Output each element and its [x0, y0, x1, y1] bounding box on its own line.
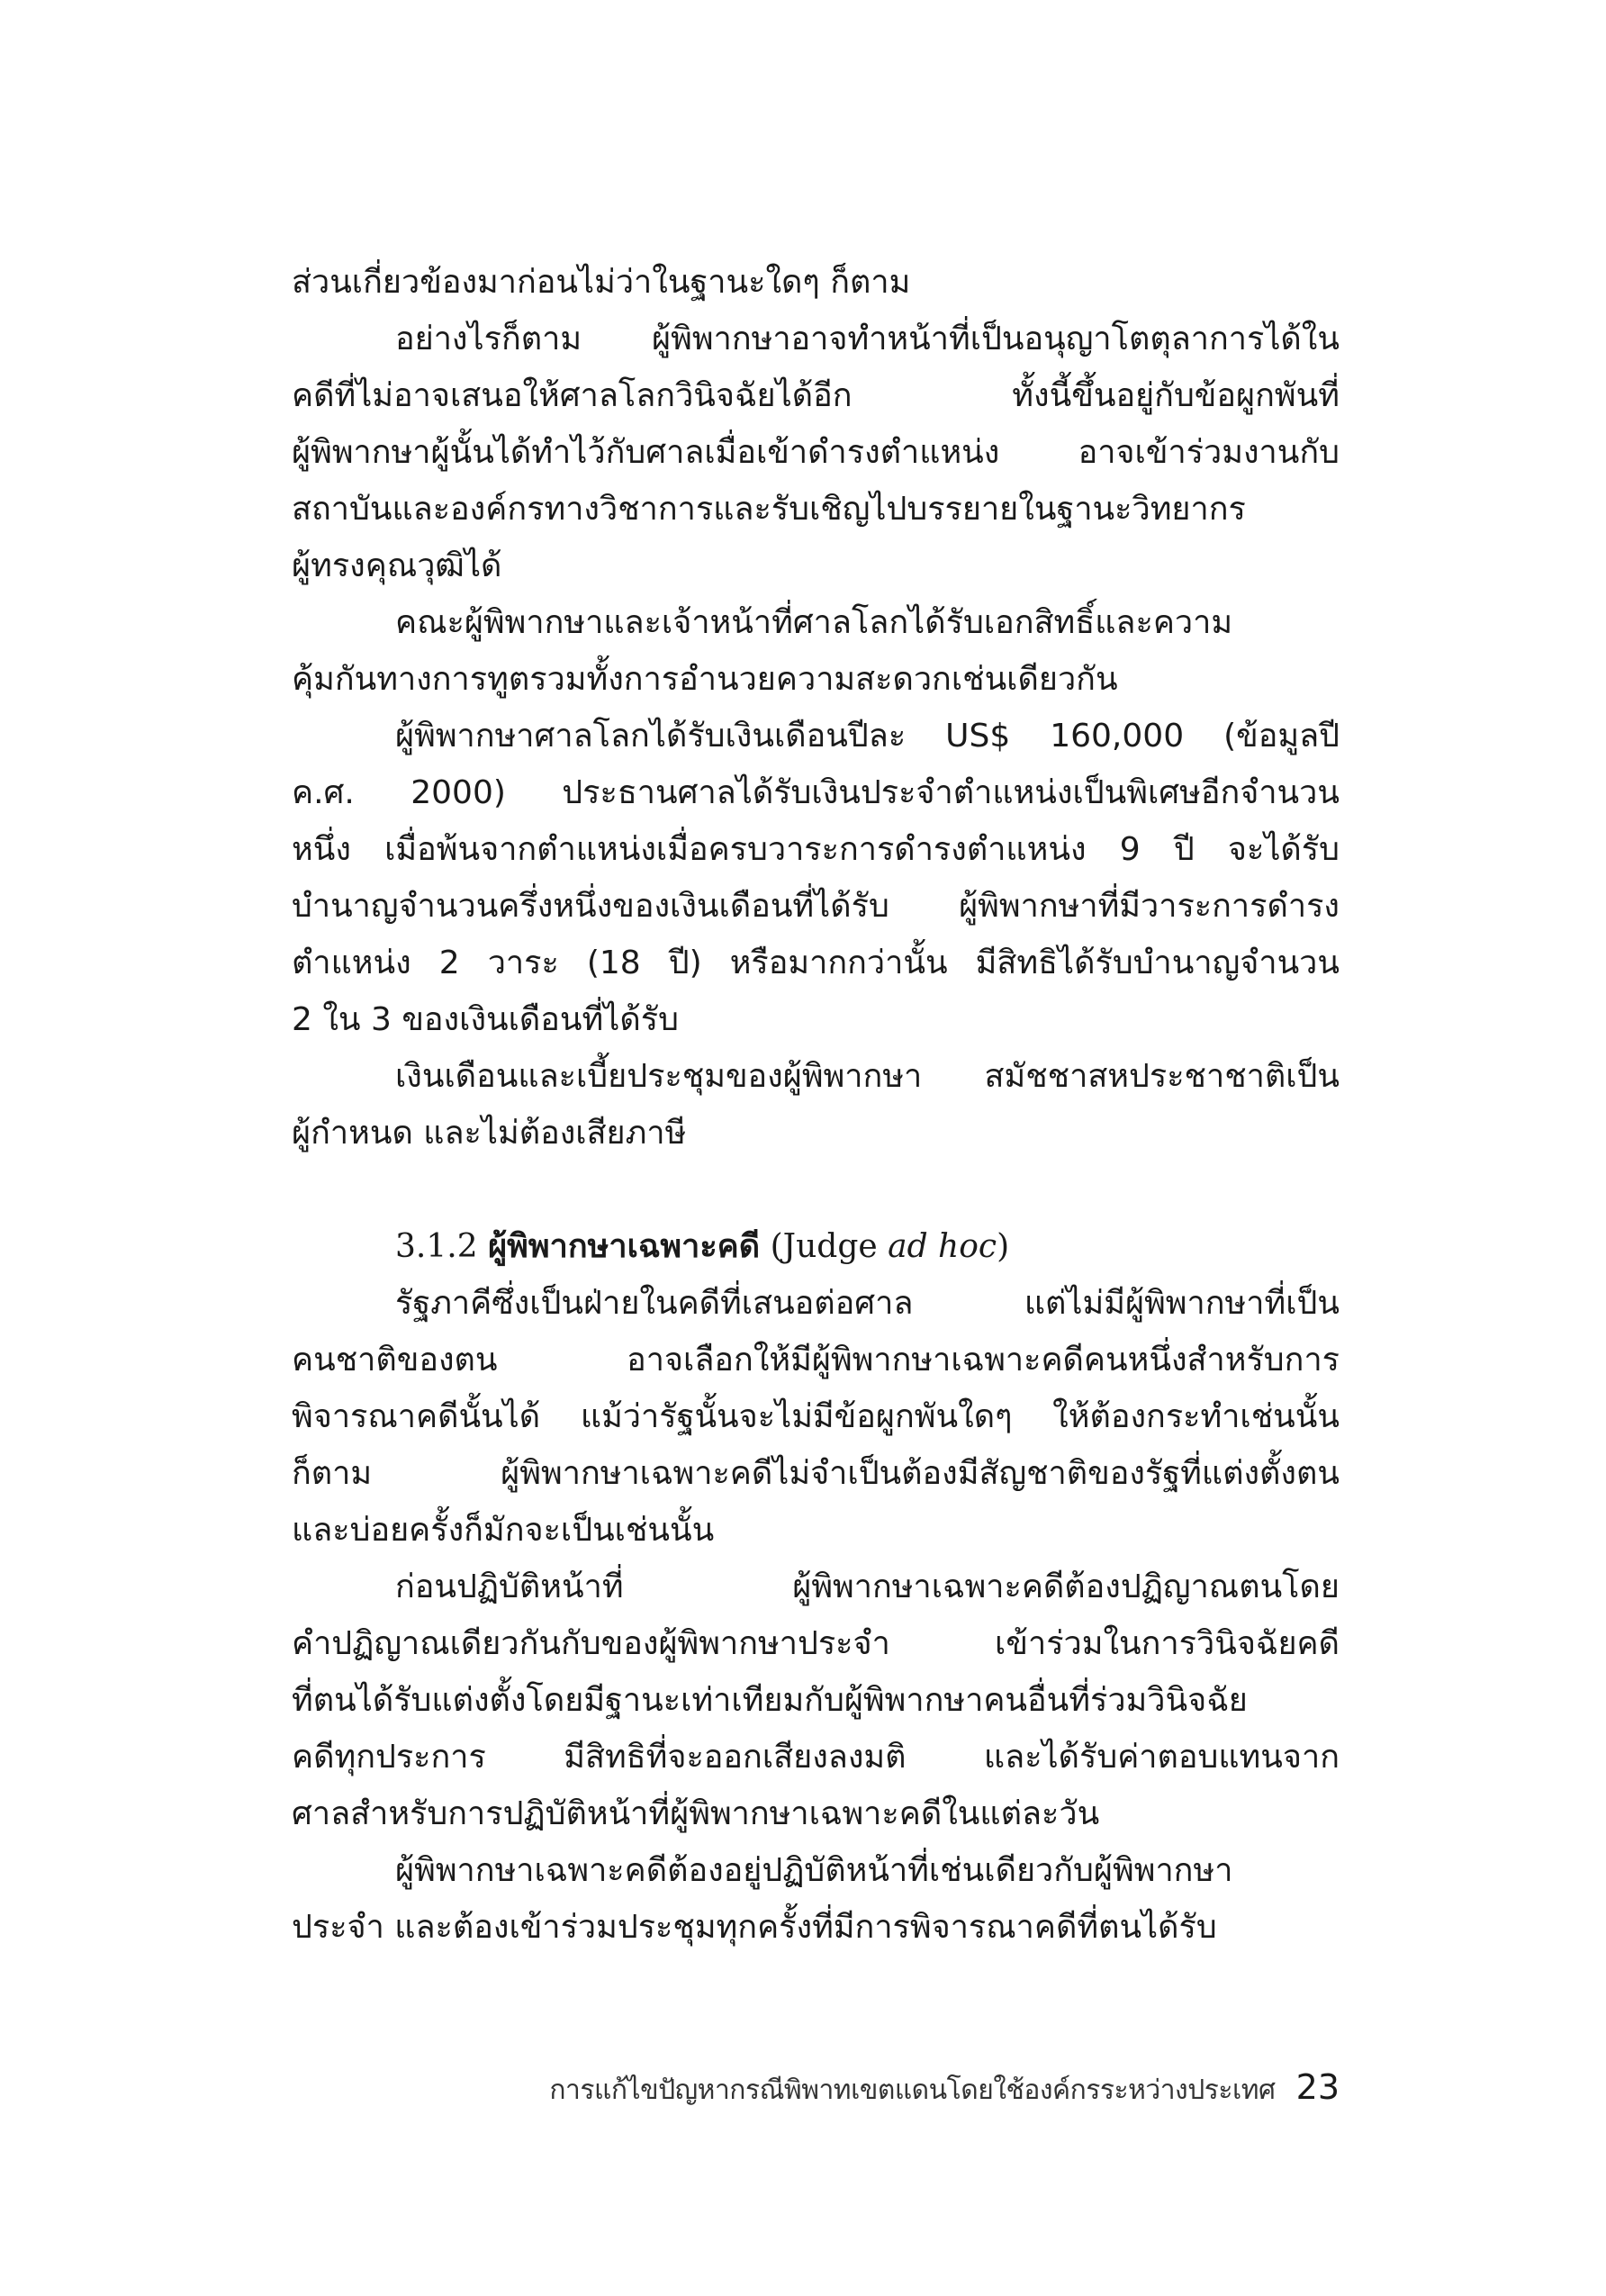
paragraph — [292, 708, 1340, 1048]
paragraph — [292, 254, 1340, 311]
paragraph — [292, 1275, 1340, 1559]
text-line: ก็ตาม ผู้พิพากษาเฉพาะคดีไม่จำเป็นต้องมีสัญชาติของรัฐที่แต่งตั้งตน — [292, 1455, 1340, 1492]
text-line: อย่างไรก็ตาม ผู้พิพากษาอาจทำหน้าที่เป็นอนุญาโตตุลาการได้ใน — [395, 321, 1340, 357]
text-line: ผู้ทรงคุณวุฒิได้ — [292, 547, 502, 584]
text-line: คุ้มกันทางการทูตรวมทั้งการอำนวยความสะดวกเช่นเดียวกัน — [292, 661, 1118, 698]
section-english-title: (Judge ad hoc) — [770, 1228, 1010, 1265]
section-heading — [292, 1218, 1340, 1275]
paragraph — [292, 1559, 1340, 1842]
text-line: รัฐภาคีซึ่งเป็นฝ่ายในคดีที่เสนอต่อศาล แต่ไม่มีผู้พิพากษาที่เป็น — [395, 1285, 1340, 1322]
page-body — [292, 254, 1340, 1956]
page-number: 23 — [1295, 2067, 1340, 2107]
text-line: บำนาญจำนวนครึ่งหนึ่งของเงินเดือนที่ได้รับ ผู้พิพากษาที่มีวาระการดำรง — [292, 888, 1340, 925]
text-line: เงินเดือนและเบี้ยประชุมของผู้พิพากษา สมัชชาสหประชาชาติเป็น — [395, 1058, 1340, 1095]
section-number: 3.1.2 — [395, 1228, 478, 1265]
text-line: คำปฏิญาณเดียวกันกับของผู้พิพากษาประจำ เข้าร่วมในการวินิจฉัยคดี — [292, 1625, 1340, 1662]
text-line: ผู้กำหนด และไม่ต้องเสียภาษี — [292, 1115, 687, 1152]
text-line: ผู้พิพากษาผู้นั้นได้ทำไว้กับศาลเมื่อเข้าดำรงตำแหน่ง อาจเข้าร่วมงานกับ — [292, 434, 1340, 471]
text-line: หนึ่ง เมื่อพ้นจากตำแหน่งเมื่อครบวาระการดำรงตำแหน่ง 9 ปี จะได้รับ — [292, 831, 1340, 868]
text-line: ศาลสำหรับการปฏิบัติหน้าที่ผู้พิพากษาเฉพาะคดีในแต่ละวัน — [292, 1795, 1100, 1832]
section-title: ผู้พิพากษาเฉพาะคดี — [488, 1227, 761, 1265]
text-line: และบ่อยครั้งก็มักจะเป็นเช่นนั้น — [292, 1512, 715, 1549]
text-line: พิจารณาคดีนั้นได้ แม้ว่ารัฐนั้นจะไม่มีข้อผูกพันใดๆ ให้ต้องกระทำเช่นนั้น — [292, 1398, 1340, 1435]
page-footer — [292, 2060, 1340, 2114]
text-line: คดีทุกประการ มีสิทธิที่จะออกเสียงลงมติ และได้รับค่าตอบแทนจาก — [292, 1739, 1340, 1776]
text-line: ตำแหน่ง 2 วาระ (18 ปี) หรือมากกว่านั้น มีสิทธิได้รับบำนาญจำนวน — [292, 945, 1340, 981]
paragraph — [292, 311, 1340, 594]
text-block-section — [292, 1275, 1340, 1956]
paragraph — [292, 594, 1340, 708]
text-line: ผู้พิพากษาเฉพาะคดีต้องอยู่ปฏิบัติหน้าที่เช่นเดียวกับผู้พิพากษา — [395, 1852, 1233, 1889]
text-block-before-section — [292, 254, 1340, 1162]
text-line: คนชาติของตน อาจเลือกให้มีผู้พิพากษาเฉพาะคดีคนหนึ่งสำหรับการ — [292, 1342, 1340, 1379]
section-spacer — [292, 1162, 1340, 1218]
text-line: ก่อนปฏิบัติหน้าที่ ผู้พิพากษาเฉพาะคดีต้องปฏิญาณตนโดย — [395, 1568, 1340, 1605]
paragraph — [292, 1048, 1340, 1162]
text-line: ที่ตนได้รับแต่งตั้งโดยมีฐานะเท่าเทียมกับผู้พิพากษาคนอื่นที่ร่วมวินิจฉัย — [292, 1682, 1248, 1719]
text-line: ผู้พิพากษาศาลโลกได้รับเงินเดือนปีละ US$ 160,000 (ข้อมูลปี — [395, 718, 1340, 755]
text-line: ค.ศ. 2000) ประธานศาลได้รับเงินประจำตำแหน่งเป็นพิเศษอีกจำนวน — [292, 774, 1340, 811]
text-line: คณะผู้พิพากษาและเจ้าหน้าที่ศาลโลกได้รับเอกสิทธิ์และความ — [395, 604, 1233, 641]
text-line: ประจำ และต้องเข้าร่วมประชุมทุกครั้งที่มีการพิจารณาคดีที่ตนได้รับ — [292, 1909, 1217, 1946]
text-line: คดีที่ไม่อาจเสนอให้ศาลโลกวินิจฉัยได้อีก ทั้งนี้ขึ้นอยู่กับข้อผูกพันที่ — [292, 377, 1340, 414]
text-line: สถาบันและองค์กรทางวิชาการและรับเชิญไปบรรยายในฐานะวิทยากร — [292, 491, 1246, 528]
text-line: 2 ใน 3 ของเงินเดือนที่ได้รับ — [292, 1001, 679, 1038]
paragraph — [292, 1842, 1340, 1956]
text-line: ส่วนเกี่ยวข้องมาก่อนไม่ว่าในฐานะใดๆ ก็ตาม — [292, 264, 911, 301]
running-title: การแก้ไขปัญหากรณีพิพาทเขตแดนโดยใช้องค์กรระหว่างประเทศ — [549, 2075, 1276, 2106]
